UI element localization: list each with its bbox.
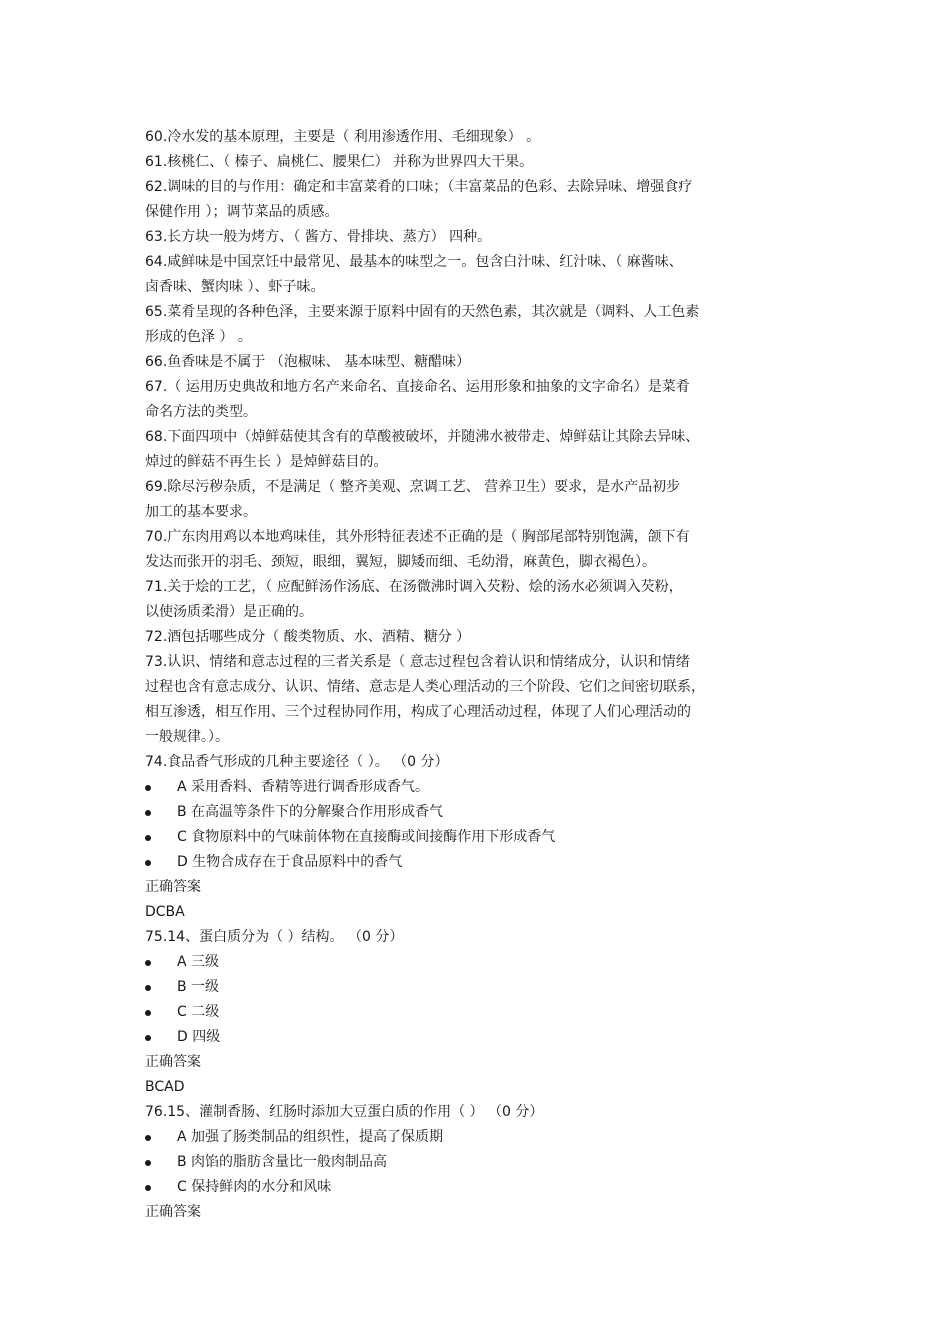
option-item (145, 1025, 813, 1050)
option-item (145, 975, 813, 1000)
option-item (145, 1000, 813, 1025)
text-line: 形成的色泽 ） 。 (145, 329, 252, 345)
option-label: C 保持鲜肉的水分和风味 (177, 1179, 332, 1195)
option-item (145, 825, 813, 850)
answer-label: 正确答案 (145, 879, 201, 895)
text-line: 发达而张开的羽毛、颈短，眼细，翼短，脚矮而细、毛幼滑，麻黄色，脚衣褐色）。 (145, 554, 656, 570)
option-item (145, 1150, 813, 1175)
document-page (145, 125, 813, 1225)
option-label: C 二级 (177, 1004, 220, 1020)
bullet-icon (145, 810, 151, 816)
text-line: 62.调味的目的与作用：确定和丰富菜肴的口味；（丰富菜品的色彩、去除异味、增强食疗 (145, 179, 693, 195)
bullet-icon (145, 860, 151, 866)
option-item (145, 1175, 813, 1200)
text-line: 相互渗透，相互作用、三个过程协同作用，构成了心理活动过程，体现了人们心理活动的 (145, 704, 691, 720)
question-76-title: 76.15、灌制香肠、红肠时添加大豆蛋白质的作用（ ） （0 分） (145, 1104, 544, 1120)
text-line: 71.关于烩的工艺，（ 应配鲜汤作汤底、在汤微沸时调入芡粉、烩的汤水必须调入芡粉， (145, 579, 683, 595)
option-label: A 加强了肠类制品的组织性，提高了保质期 (177, 1129, 444, 1145)
answer-label: 正确答案 (145, 1054, 201, 1070)
text-line: 72.酒包括哪些成分（ 酸类物质、水、酒精、糖分 ） (145, 629, 471, 645)
answer-label: 正确答案 (145, 1204, 201, 1220)
bullet-icon (145, 960, 151, 966)
bullet-icon (145, 835, 151, 841)
option-label: C 食物原料中的气味前体物在直接酶或间接酶作用下形成香气 (177, 829, 556, 845)
text-line: 以使汤质柔滑）是正确的。 (145, 604, 313, 620)
bullet-icon (145, 785, 151, 791)
option-item (145, 775, 813, 800)
option-label: B 肉馅的脂肪含量比一般肉制品高 (177, 1154, 388, 1170)
answer-value: DCBA (145, 904, 185, 920)
option-item (145, 950, 813, 975)
option-item (145, 1125, 813, 1150)
text-line: 64.咸鲜味是中国烹饪中最常见、最基本的味型之一。包含白汁味、红汁味、（ 麻酱味、 (145, 254, 683, 270)
text-line: 过程也含有意志成分、认识、情绪、意志是人类心理活动的三个阶段、它们之间密切联系， (145, 679, 705, 695)
answer-value: BCAD (145, 1079, 185, 1095)
bullet-icon (145, 1185, 151, 1191)
text-line: 加工的基本要求。 (145, 504, 257, 520)
option-label: B 一级 (177, 979, 220, 995)
question-74-title: 74.食品香气形成的几种主要途径（ ）。 （0 分） (145, 754, 449, 770)
bullet-icon (145, 1135, 151, 1141)
option-label: D 四级 (177, 1029, 221, 1045)
bullet-icon (145, 1160, 151, 1166)
option-label: D 生物合成存在于食品原料中的香气 (177, 854, 403, 870)
text-line: 63.长方块一般为烤方、（ 酱方、骨排块、蒸方） 四种。 (145, 229, 492, 245)
text-line: 60.冷水发的基本原理，主要是（ 利用渗透作用、毛细现象） 。 (145, 129, 541, 145)
text-line: 一般规律。）。 (145, 729, 229, 745)
text-line: 68.下面四项中（焯鲜菇使其含有的草酸被破坏，并随沸水被带走、焯鲜菇让其除去异味、 (145, 429, 700, 445)
text-line: 66.鱼香味是不属于 （泡椒味、 基本味型、糖醋味） (145, 354, 471, 370)
bullet-icon (145, 1010, 151, 1016)
text-line: 69.除尽污秽杂质，不是满足（ 整齐美观、烹调工艺、 营养卫生）要求，是水产品初步 (145, 479, 681, 495)
text-line: 卤香味、蟹肉味 ）、虾子味。 (145, 279, 325, 295)
option-label: B 在高温等条件下的分解聚合作用形成香气 (177, 804, 444, 820)
option-label: A 采用香料、香精等进行调香形成香气。 (177, 779, 430, 795)
question-75-title: 75.14、蛋白质分为（ ）结构。 （0 分） (145, 929, 404, 945)
text-line: 70.广东肉用鸡以本地鸡味佳，其外形特征表述不正确的是（ 胸部尾部特别饱满，颌下有 (145, 529, 690, 545)
text-line: 焯过的鲜菇不再生长 ）是焯鲜菇目的。 (145, 454, 388, 470)
option-item (145, 800, 813, 825)
text-line: 保健作用 ）；调节菜品的质感。 (145, 204, 339, 220)
text-line: 73.认识、情绪和意志过程的三者关系是（ 意志过程包含着认识和情绪成分，认识和情绪 (145, 654, 690, 670)
text-line: 65.菜肴呈现的各种色泽，主要来源于原料中固有的天然色素，其次就是（调料、人工色素 (145, 304, 700, 320)
option-item (145, 850, 813, 875)
text-line: 命名方法的类型。 (145, 404, 257, 420)
bullet-icon (145, 1035, 151, 1041)
text-line: 61.核桃仁、（ 榛子、扁桃仁、腰果仁） 并称为世界四大干果。 (145, 154, 534, 170)
option-label: A 三级 (177, 954, 220, 970)
bullet-icon (145, 985, 151, 991)
text-line: 67.（ 运用历史典故和地方名产来命名、直接命名、运用形象和抽象的文字命名）是菜肴 (145, 379, 690, 395)
